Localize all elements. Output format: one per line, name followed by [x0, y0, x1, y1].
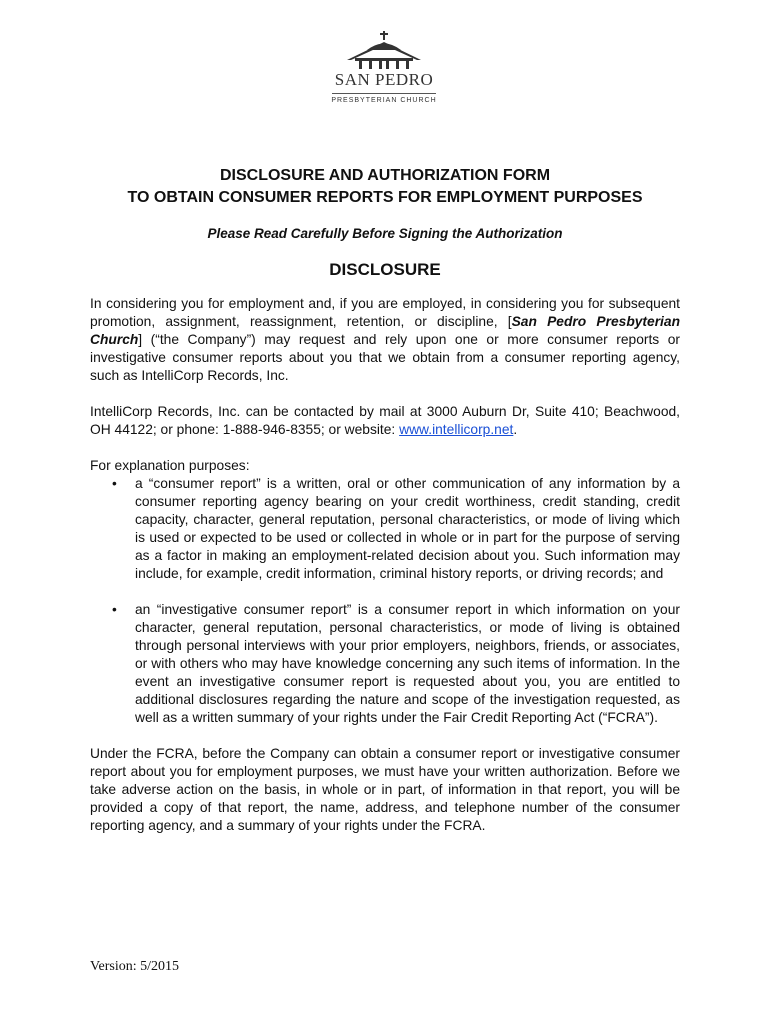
consideration-text: In considering you for employment and, if you are employed, in considering you for subsequent promotion, assignment, reassignment, retention, or discipline, [: [90, 296, 680, 329]
list-item-consumer-report: [90, 475, 680, 583]
contact-text-end: .: [513, 422, 518, 437]
contact-text: IntelliCorp Records, Inc. can be contacted by mail at 3000 Auburn Dr, Suite 410; Beachwood, OH 44122; or phone: 1-888-946-8355; or website:: [90, 404, 680, 437]
definitions-list: [90, 475, 680, 727]
intellicorp-website-link[interactable]: www.intellicorp.net: [399, 422, 514, 437]
consideration-text-end: ] (“the Company”) may request and rely upon one or more consumer reports or investigative consumer reports about you that we obtain from a consumer reporting agency, such as IntelliCorp Records, Inc.: [90, 332, 680, 383]
explanation-intro: For explanation purposes:: [90, 458, 250, 473]
disclosure-heading: DISCLOSURE: [329, 260, 441, 279]
read-carefully-note: Please Read Carefully Before Signing the Authorization: [207, 226, 563, 241]
bullet-icon: •: [112, 602, 117, 617]
bullet-icon: •: [112, 476, 117, 491]
form-title-line1: DISCLOSURE AND AUTHORIZATION FORM: [219, 167, 551, 184]
logo-church-subtitle: PRESBYTERIAN CHURCH: [331, 97, 437, 104]
church-logo: [322, 30, 446, 116]
form-title-line2: TO OBTAIN CONSUMER REPORTS FOR EMPLOYMENT PURPOSES: [127, 189, 643, 206]
list-item-investigative-report: [90, 601, 680, 727]
fcra-paragraph: Under the FCRA, before the Company can obtain a consumer report or investigative consumer report about you for employment purposes, we must have your written authorization. Before we take adverse action on the basis, in whole or in part, of information in that report, you will be provided a copy of that report, the name, address, and telephone number of the consumer reporting agency, and a summary of your rights under the FCRA.: [90, 746, 680, 833]
company-name: San Pedro Presbyterian Church: [90, 314, 680, 347]
version-footer: Version: 5/2015: [90, 959, 180, 974]
contact-paragraph: [90, 403, 680, 439]
logo-divider: [332, 93, 436, 94]
disclosure-body: [90, 295, 680, 835]
consumer-report-definition: a “consumer report” is a written, oral or other communication of any information by a consumer reporting agency bearing on your credit worthiness, credit standing, credit capacity, character, general reputation, personal characteristics, or mode of living which is used or expected to be used or collected in whole or in part for the purpose of serving as a factor in making an employment-related decision about you. Such information may include, for example, credit information, criminal history reports, or driving records; and: [135, 476, 680, 581]
church-building-icon: [329, 30, 439, 70]
form-title: [0, 165, 770, 209]
investigative-report-definition: an “investigative consumer report” is a consumer report in which information on your character, general reputation, personal characteristics, or mode of living is obtained through personal interviews with your prior employers, neighbors, friends, or associates, or with others who may have knowledge concerning any such items of information. In the event an investigative consumer report is requested about you, you are entitled to additional disclosures regarding the nature and scope of the investigation requested, as well as a written summary of your rights under the Fair Credit Reporting Act (“FCRA”).: [135, 602, 680, 725]
logo-church-name: SAN PEDRO: [334, 70, 434, 89]
consideration-paragraph: [90, 295, 680, 385]
